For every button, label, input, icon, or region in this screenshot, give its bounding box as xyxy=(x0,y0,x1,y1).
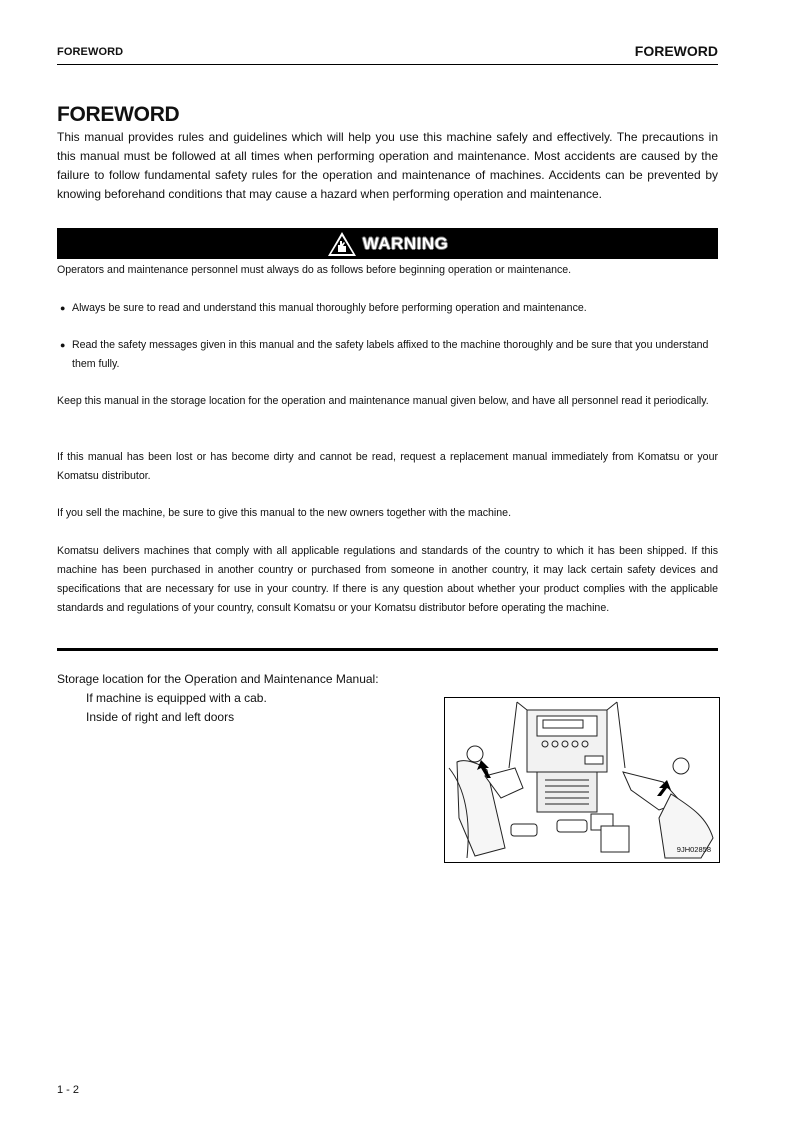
storage-line-1: If machine is equipped with a cab. xyxy=(86,691,267,705)
paragraph: If you sell the machine, be sure to give this manual to the new owners together with the machine. xyxy=(57,507,512,519)
storage-line-2: Inside of right and left doors xyxy=(86,710,235,724)
list-item xyxy=(60,299,718,318)
header-left-title: FOREWORD xyxy=(57,46,124,58)
storage-location xyxy=(57,670,379,727)
page-number: 1 - 2 xyxy=(57,1084,80,1096)
bullet-icon: ● xyxy=(60,303,66,313)
bullet-icon: ● xyxy=(60,340,66,350)
paragraph: Keep this manual in the storage location for the operation and maintenance manual given below, and have all personnel read it periodically. xyxy=(57,395,709,407)
cab-interior-illustration xyxy=(444,697,720,863)
warning-label: WARNING xyxy=(362,233,449,253)
intro-paragraph: This manual provides rules and guidelines which will help you use this machine safely and effectively. The precautions in this manual must be followed at all times when performing operation and maintenance. Most accidents are caused by the failure to follow fundamental safety rules for the operation and maintenance of machines. Accidents can be prevented by knowing beforehand conditions that may cause a hazard when performing operation and maintenance. xyxy=(57,130,718,201)
warning-lead: Operators and maintenance personnel must always do as follows before beginning operation or maintenance. xyxy=(57,264,572,276)
bullet-text: Read the safety messages given in this manual and the safety labels affixed to the machine thoroughly and be sure that you understand them fully. xyxy=(72,339,709,370)
page-title: FOREWORD xyxy=(57,103,180,126)
list-item xyxy=(60,336,718,374)
figure-caption: 9JH02858 xyxy=(676,845,711,854)
header-rule xyxy=(57,64,718,65)
storage-heading: Storage location for the Operation and Maintenance Manual: xyxy=(57,672,379,686)
cab-drawing xyxy=(445,698,719,862)
paragraph: Komatsu delivers machines that comply with all applicable regulations and standards of the country to which it has been shipped. If this machine has been purchased in another country or purchased from someone in another country, it may lack certain safety devices and specifications that are necessary for use in your country. If there is any question about whether your product complies with the applicable standards and regulations of your country, consult Komatsu or your Komatsu distributor before operating the machine. xyxy=(57,545,718,614)
bullet-text: Always be sure to read and understand this manual thoroughly before performing operation and maintenance. xyxy=(72,302,587,314)
header-right-title: FOREWORD xyxy=(634,43,718,59)
warning-banner xyxy=(57,228,718,259)
paragraph: If this manual has been lost or has become dirty and cannot be read, request a replacement manual immediately from Komatsu or your Komatsu distributor. xyxy=(57,451,718,482)
warning-hand-icon xyxy=(327,231,357,257)
section-rule xyxy=(57,648,718,651)
